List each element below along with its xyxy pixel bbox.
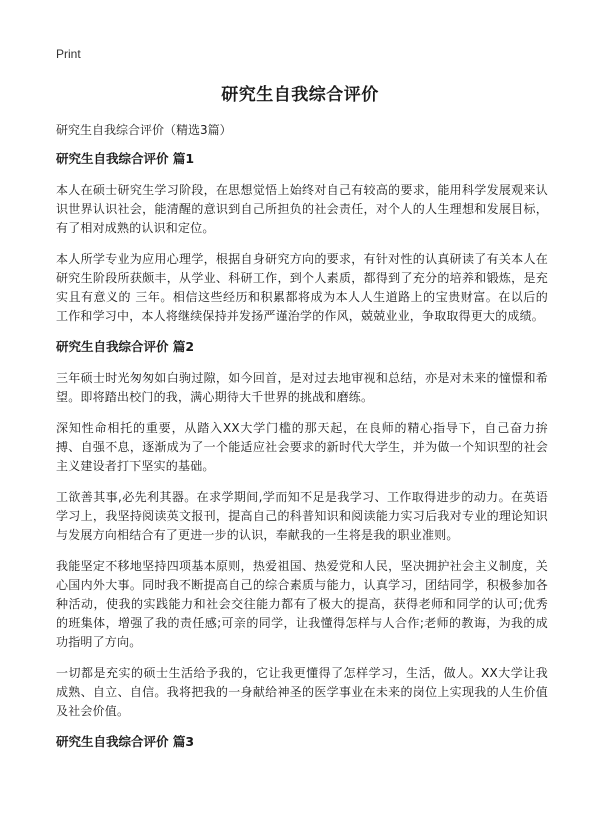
document-body [56,150,548,764]
paragraph: 本人在硕士研究生学习阶段，在思想觉悟上始终对自己有较高的要求，能用科学发展观来认识世界认识社会，能清醒的意识到自己所担负的社会责任，对个人的人生理想和发展目标，有了相对成熟的认识和定位。 [56,183,548,235]
section-heading: 研究生自我综合评价 篇2 [56,339,195,354]
section-heading: 研究生自我综合评价 篇3 [56,734,195,749]
section-3 [56,733,548,751]
paragraph: 本人所学专业为应用心理学，根据自身研究方向的要求，有针对性的认真研读了有关本人在研究生阶段所获颇丰，从学业、科研工作，到个人素质，都得到了充分的培养和锻炼，是充实且有意义的 三年。相信这些经历和积累都将成为本人人生道路上的宝贵财富。在以后的工作和学习中，本人将继续保持并发扬严谨治学的作风，兢兢业业，争取取得更大的成绩。 [56,252,548,323]
section-1 [56,150,548,326]
section-heading: 研究生自我综合评价 篇1 [56,151,195,166]
page-title: 研究生自我综合评价 [221,85,379,105]
paragraph: 三年硕士时光匆匆如白驹过隙，如今回首，是对过去地审视和总结，亦是对未来的憧憬和希望。即将踏出校门的我，满心期待大千世界的挑战和磨练。 [56,371,548,404]
print-label[interactable]: Print [56,47,81,61]
paragraph: 深知性命相托的重要，从踏入XX大学门槛的那天起，在良师的精心指导下，自己奋力拚搏、自强不息，逐渐成为了一个能适应社会要求的新时代大学生，并为做一个知识型的社会主义建设者打下坚实的基础。 [56,421,548,473]
paragraph: 我能坚定不移地坚持四项基本原则，热爱祖国、热爱党和人民，坚决拥护社会主义制度，关心国内外大事。同时我不断提高自己的综合素质与能力，认真学习，团结同学，积极参加各种活动，使我的实践能力和社会交往能力都有了极大的提高，获得老师和同学的认可;优秀的班集体，增强了我的责任感;可亲的同学，让我懂得怎样与人合作;老师的教诲，为我的成功指明了方向。 [56,559,548,649]
paragraph: 一切都是充实的硕士生活给予我的，它让我更懂得了怎样学习，生活，做人。XX大学让我成熟、自立、自信。我将把我的一身献给神圣的医学事业在未来的岗位上实现我的人生价值及社会价值。 [56,666,548,718]
document-subtitle: 研究生自我综合评价（精选3篇） [56,123,232,137]
section-2 [56,338,548,721]
paragraph: 工欲善其事,必先利其器。在求学期间,学而知不足是我学习、工作取得进步的动力。在英语学习上，我坚持阅读英文报刊，提高自己的科普知识和阅读能力实习后我对专业的理论知识与发展方向相结合有了更进一步的认识，奉献我的一生将是我的职业准则。 [56,490,548,542]
